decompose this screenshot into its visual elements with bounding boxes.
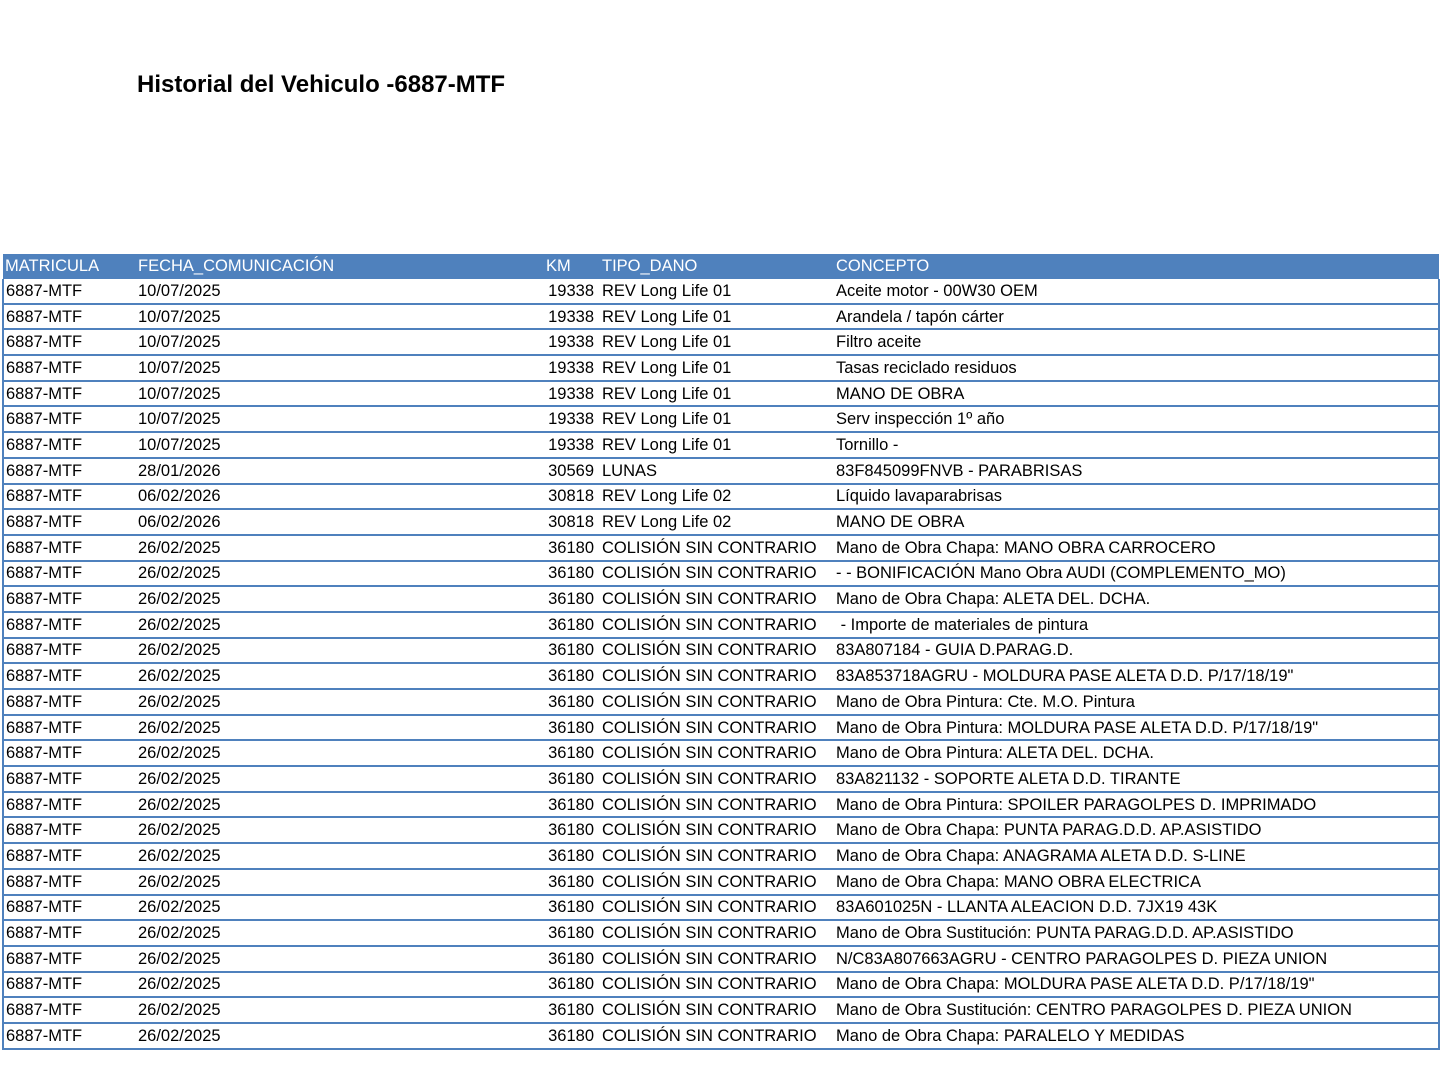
cell-km: 36180 bbox=[540, 972, 600, 998]
cell-matricula: 6887-MTF bbox=[3, 561, 136, 587]
cell-concepto: 83A821132 - SOPORTE ALETA D.D. TIRANTE bbox=[834, 766, 1439, 792]
table-row bbox=[3, 406, 1439, 432]
cell-km: 36180 bbox=[540, 766, 600, 792]
table-row bbox=[3, 484, 1439, 510]
cell-km: 36180 bbox=[540, 535, 600, 561]
cell-fecha: 26/02/2025 bbox=[136, 972, 540, 998]
cell-km: 36180 bbox=[540, 946, 600, 972]
cell-matricula: 6887-MTF bbox=[3, 817, 136, 843]
cell-fecha: 26/02/2025 bbox=[136, 1023, 540, 1049]
table-row bbox=[3, 329, 1439, 355]
cell-km: 19338 bbox=[540, 329, 600, 355]
cell-tipo: REV Long Life 02 bbox=[600, 484, 834, 510]
cell-km: 36180 bbox=[540, 638, 600, 664]
cell-tipo: REV Long Life 01 bbox=[600, 381, 834, 407]
cell-tipo: REV Long Life 01 bbox=[600, 406, 834, 432]
table-row bbox=[3, 304, 1439, 330]
cell-concepto: Mano de Obra Chapa: ALETA DEL. DCHA. bbox=[834, 586, 1439, 612]
table-row bbox=[3, 381, 1439, 407]
column-header-tipo: TIPO_DANO bbox=[600, 254, 834, 279]
cell-concepto: Mano de Obra Chapa: MANO OBRA CARROCERO bbox=[834, 535, 1439, 561]
cell-matricula: 6887-MTF bbox=[3, 792, 136, 818]
table-row bbox=[3, 972, 1439, 998]
cell-fecha: 26/02/2025 bbox=[136, 663, 540, 689]
cell-matricula: 6887-MTF bbox=[3, 406, 136, 432]
cell-tipo: COLISIÓN SIN CONTRARIO bbox=[600, 792, 834, 818]
table-row bbox=[3, 740, 1439, 766]
cell-tipo: COLISIÓN SIN CONTRARIO bbox=[600, 946, 834, 972]
cell-tipo: REV Long Life 01 bbox=[600, 355, 834, 381]
cell-tipo: COLISIÓN SIN CONTRARIO bbox=[600, 895, 834, 921]
cell-matricula: 6887-MTF bbox=[3, 869, 136, 895]
cell-matricula: 6887-MTF bbox=[3, 740, 136, 766]
table-body bbox=[3, 279, 1439, 1049]
cell-km: 36180 bbox=[540, 869, 600, 895]
cell-concepto: MANO DE OBRA bbox=[834, 509, 1439, 535]
cell-matricula: 6887-MTF bbox=[3, 329, 136, 355]
cell-km: 19338 bbox=[540, 279, 600, 304]
cell-concepto: Líquido lavaparabrisas bbox=[834, 484, 1439, 510]
cell-tipo: COLISIÓN SIN CONTRARIO bbox=[600, 586, 834, 612]
cell-concepto: Mano de Obra Chapa: PARALELO Y MEDIDAS bbox=[834, 1023, 1439, 1049]
cell-tipo: REV Long Life 01 bbox=[600, 279, 834, 304]
table-row bbox=[3, 586, 1439, 612]
cell-km: 36180 bbox=[540, 586, 600, 612]
cell-tipo: COLISIÓN SIN CONTRARIO bbox=[600, 715, 834, 741]
cell-tipo: COLISIÓN SIN CONTRARIO bbox=[600, 920, 834, 946]
cell-concepto: Mano de Obra Pintura: ALETA DEL. DCHA. bbox=[834, 740, 1439, 766]
cell-fecha: 26/02/2025 bbox=[136, 586, 540, 612]
cell-concepto: Mano de Obra Chapa: MOLDURA PASE ALETA D.D. P/17/18/19" bbox=[834, 972, 1439, 998]
cell-tipo: COLISIÓN SIN CONTRARIO bbox=[600, 740, 834, 766]
cell-tipo: COLISIÓN SIN CONTRARIO bbox=[600, 817, 834, 843]
table-row bbox=[3, 895, 1439, 921]
table-row bbox=[3, 612, 1439, 638]
cell-concepto: 83A853718AGRU - MOLDURA PASE ALETA D.D. P/17/18/19" bbox=[834, 663, 1439, 689]
cell-tipo: COLISIÓN SIN CONTRARIO bbox=[600, 869, 834, 895]
cell-fecha: 10/07/2025 bbox=[136, 406, 540, 432]
cell-tipo: COLISIÓN SIN CONTRARIO bbox=[600, 689, 834, 715]
cell-km: 36180 bbox=[540, 843, 600, 869]
cell-concepto: 83A807184 - GUIA D.PARAG.D. bbox=[834, 638, 1439, 664]
column-header-km: KM bbox=[540, 254, 600, 279]
table-header-row bbox=[3, 254, 1439, 279]
cell-matricula: 6887-MTF bbox=[3, 715, 136, 741]
cell-km: 36180 bbox=[540, 561, 600, 587]
cell-km: 19338 bbox=[540, 406, 600, 432]
table-row bbox=[3, 509, 1439, 535]
cell-tipo: COLISIÓN SIN CONTRARIO bbox=[600, 972, 834, 998]
cell-matricula: 6887-MTF bbox=[3, 638, 136, 664]
cell-fecha: 26/02/2025 bbox=[136, 946, 540, 972]
cell-km: 19338 bbox=[540, 355, 600, 381]
cell-km: 36180 bbox=[540, 997, 600, 1023]
cell-fecha: 26/02/2025 bbox=[136, 689, 540, 715]
table-row bbox=[3, 920, 1439, 946]
cell-fecha: 26/02/2025 bbox=[136, 638, 540, 664]
cell-matricula: 6887-MTF bbox=[3, 689, 136, 715]
table-row bbox=[3, 638, 1439, 664]
cell-matricula: 6887-MTF bbox=[3, 972, 136, 998]
table-row bbox=[3, 946, 1439, 972]
cell-fecha: 06/02/2026 bbox=[136, 509, 540, 535]
cell-matricula: 6887-MTF bbox=[3, 895, 136, 921]
cell-matricula: 6887-MTF bbox=[3, 663, 136, 689]
cell-matricula: 6887-MTF bbox=[3, 997, 136, 1023]
cell-fecha: 10/07/2025 bbox=[136, 432, 540, 458]
table-row bbox=[3, 432, 1439, 458]
cell-fecha: 26/02/2025 bbox=[136, 561, 540, 587]
cell-matricula: 6887-MTF bbox=[3, 432, 136, 458]
cell-matricula: 6887-MTF bbox=[3, 458, 136, 484]
table-row bbox=[3, 535, 1439, 561]
cell-matricula: 6887-MTF bbox=[3, 843, 136, 869]
table-row bbox=[3, 1023, 1439, 1049]
cell-fecha: 06/02/2026 bbox=[136, 484, 540, 510]
cell-tipo: COLISIÓN SIN CONTRARIO bbox=[600, 561, 834, 587]
cell-km: 19338 bbox=[540, 432, 600, 458]
cell-fecha: 26/02/2025 bbox=[136, 766, 540, 792]
cell-matricula: 6887-MTF bbox=[3, 946, 136, 972]
cell-matricula: 6887-MTF bbox=[3, 381, 136, 407]
cell-km: 36180 bbox=[540, 612, 600, 638]
cell-fecha: 26/02/2025 bbox=[136, 843, 540, 869]
cell-concepto: Filtro aceite bbox=[834, 329, 1439, 355]
cell-km: 36180 bbox=[540, 715, 600, 741]
cell-km: 30818 bbox=[540, 484, 600, 510]
cell-km: 19338 bbox=[540, 381, 600, 407]
cell-fecha: 26/02/2025 bbox=[136, 920, 540, 946]
table-row bbox=[3, 355, 1439, 381]
cell-tipo: LUNAS bbox=[600, 458, 834, 484]
cell-matricula: 6887-MTF bbox=[3, 920, 136, 946]
cell-matricula: 6887-MTF bbox=[3, 612, 136, 638]
cell-km: 36180 bbox=[540, 689, 600, 715]
cell-tipo: COLISIÓN SIN CONTRARIO bbox=[600, 997, 834, 1023]
cell-tipo: COLISIÓN SIN CONTRARIO bbox=[600, 663, 834, 689]
cell-concepto: Mano de Obra Chapa: MANO OBRA ELECTRICA bbox=[834, 869, 1439, 895]
cell-fecha: 26/02/2025 bbox=[136, 997, 540, 1023]
cell-matricula: 6887-MTF bbox=[3, 586, 136, 612]
cell-km: 36180 bbox=[540, 817, 600, 843]
table-row bbox=[3, 279, 1439, 304]
cell-concepto: 83A601025N - LLANTA ALEACION D.D. 7JX19 43K bbox=[834, 895, 1439, 921]
cell-concepto: Arandela / tapón cárter bbox=[834, 304, 1439, 330]
cell-matricula: 6887-MTF bbox=[3, 355, 136, 381]
cell-concepto: - Importe de materiales de pintura bbox=[834, 612, 1439, 638]
cell-concepto: Mano de Obra Pintura: SPOILER PARAGOLPES D. IMPRIMADO bbox=[834, 792, 1439, 818]
column-header-concepto: CONCEPTO bbox=[834, 254, 1439, 279]
cell-matricula: 6887-MTF bbox=[3, 1023, 136, 1049]
cell-matricula: 6887-MTF bbox=[3, 535, 136, 561]
cell-concepto: Mano de Obra Sustitución: CENTRO PARAGOLPES D. PIEZA UNION bbox=[834, 997, 1439, 1023]
cell-tipo: COLISIÓN SIN CONTRARIO bbox=[600, 612, 834, 638]
cell-concepto: Mano de Obra Pintura: Cte. M.O. Pintura bbox=[834, 689, 1439, 715]
cell-concepto: Tornillo - bbox=[834, 432, 1439, 458]
cell-fecha: 10/07/2025 bbox=[136, 329, 540, 355]
cell-concepto: Serv inspección 1º año bbox=[834, 406, 1439, 432]
table-row bbox=[3, 458, 1439, 484]
cell-concepto: Mano de Obra Pintura: MOLDURA PASE ALETA D.D. P/17/18/19" bbox=[834, 715, 1439, 741]
cell-km: 19338 bbox=[540, 304, 600, 330]
cell-fecha: 10/07/2025 bbox=[136, 381, 540, 407]
cell-tipo: REV Long Life 01 bbox=[600, 304, 834, 330]
cell-fecha: 26/02/2025 bbox=[136, 740, 540, 766]
cell-matricula: 6887-MTF bbox=[3, 509, 136, 535]
cell-fecha: 26/02/2025 bbox=[136, 817, 540, 843]
cell-concepto: Mano de Obra Sustitución: PUNTA PARAG.D.D. AP.ASISTIDO bbox=[834, 920, 1439, 946]
cell-km: 30569 bbox=[540, 458, 600, 484]
cell-matricula: 6887-MTF bbox=[3, 279, 136, 304]
cell-km: 36180 bbox=[540, 792, 600, 818]
page-title: Historial del Vehiculo -6887-MTF bbox=[137, 71, 506, 98]
cell-km: 36180 bbox=[540, 1023, 600, 1049]
cell-matricula: 6887-MTF bbox=[3, 766, 136, 792]
cell-tipo: COLISIÓN SIN CONTRARIO bbox=[600, 638, 834, 664]
cell-fecha: 26/02/2025 bbox=[136, 869, 540, 895]
cell-km: 30818 bbox=[540, 509, 600, 535]
column-header-matricula: MATRICULA bbox=[3, 254, 136, 279]
cell-km: 36180 bbox=[540, 895, 600, 921]
table-row bbox=[3, 792, 1439, 818]
cell-tipo: REV Long Life 01 bbox=[600, 329, 834, 355]
cell-concepto: MANO DE OBRA bbox=[834, 381, 1439, 407]
cell-concepto: - - BONIFICACIÓN Mano Obra AUDI (COMPLEMENTO_MO) bbox=[834, 561, 1439, 587]
table-row bbox=[3, 843, 1439, 869]
vehicle-history-table bbox=[2, 254, 1440, 1050]
cell-km: 36180 bbox=[540, 740, 600, 766]
cell-km: 36180 bbox=[540, 663, 600, 689]
cell-fecha: 26/02/2025 bbox=[136, 895, 540, 921]
table-row bbox=[3, 766, 1439, 792]
cell-concepto: Mano de Obra Chapa: PUNTA PARAG.D.D. AP.ASISTIDO bbox=[834, 817, 1439, 843]
cell-fecha: 26/02/2025 bbox=[136, 612, 540, 638]
table-row bbox=[3, 869, 1439, 895]
cell-fecha: 10/07/2025 bbox=[136, 279, 540, 304]
cell-concepto: N/C83A807663AGRU - CENTRO PARAGOLPES D. PIEZA UNION bbox=[834, 946, 1439, 972]
cell-fecha: 28/01/2026 bbox=[136, 458, 540, 484]
cell-fecha: 26/02/2025 bbox=[136, 535, 540, 561]
table-row bbox=[3, 689, 1439, 715]
cell-matricula: 6887-MTF bbox=[3, 484, 136, 510]
cell-concepto: 83F845099FNVB - PARABRISAS bbox=[834, 458, 1439, 484]
cell-concepto: Mano de Obra Chapa: ANAGRAMA ALETA D.D. S-LINE bbox=[834, 843, 1439, 869]
cell-tipo: REV Long Life 01 bbox=[600, 432, 834, 458]
column-header-fecha: FECHA_COMUNICACIÓN bbox=[136, 254, 540, 279]
cell-matricula: 6887-MTF bbox=[3, 304, 136, 330]
table-row bbox=[3, 817, 1439, 843]
cell-tipo: REV Long Life 02 bbox=[600, 509, 834, 535]
cell-concepto: Aceite motor - 00W30 OEM bbox=[834, 279, 1439, 304]
table-row bbox=[3, 715, 1439, 741]
cell-tipo: COLISIÓN SIN CONTRARIO bbox=[600, 843, 834, 869]
cell-fecha: 10/07/2025 bbox=[136, 355, 540, 381]
cell-fecha: 10/07/2025 bbox=[136, 304, 540, 330]
cell-km: 36180 bbox=[540, 920, 600, 946]
table-row bbox=[3, 663, 1439, 689]
cell-tipo: COLISIÓN SIN CONTRARIO bbox=[600, 535, 834, 561]
table-row bbox=[3, 997, 1439, 1023]
cell-tipo: COLISIÓN SIN CONTRARIO bbox=[600, 1023, 834, 1049]
cell-concepto: Tasas reciclado residuos bbox=[834, 355, 1439, 381]
table-row bbox=[3, 561, 1439, 587]
cell-fecha: 26/02/2025 bbox=[136, 715, 540, 741]
cell-fecha: 26/02/2025 bbox=[136, 792, 540, 818]
cell-tipo: COLISIÓN SIN CONTRARIO bbox=[600, 766, 834, 792]
